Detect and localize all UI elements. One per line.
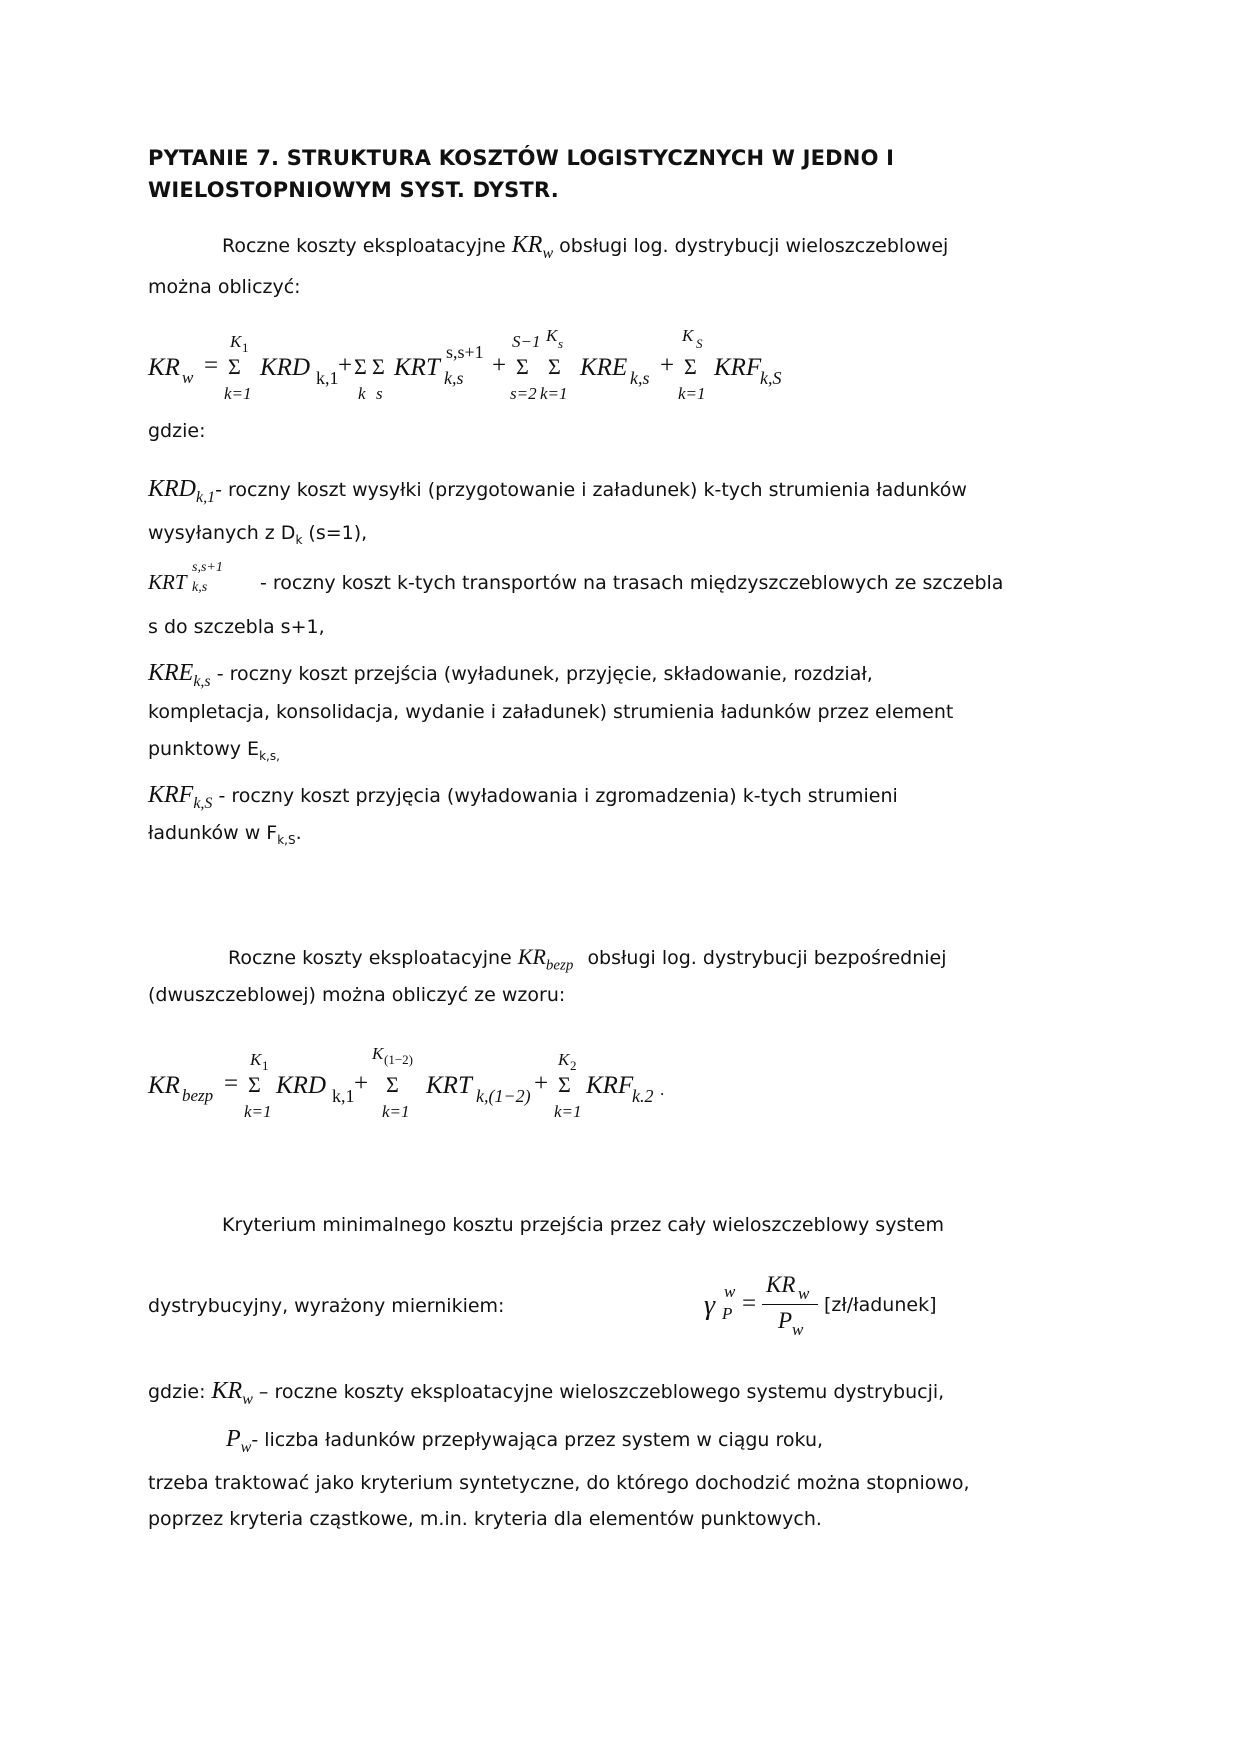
page-title-line-2: WIELOSTOPNIOWYM SYST. DYSTR. <box>148 178 559 202</box>
criterion-line-1: Kryterium minimalnego kosztu przejścia przez cały wieloszczeblowy system <box>222 1214 944 1236</box>
formula-krw: KR w = K 1 Σ k=1 KRD k,1 + Σ Σ k s KRT s,s+1 k,s + S−1 K s Σ Σ s=2 k=1 KRE k,s + K S Σ k=1 KRF k,S <box>148 326 782 403</box>
paragraph-1-line-2: można obliczyć: <box>148 276 301 298</box>
definition-krf: $KRF_{k,S}$ - roczny koszt przyjęcia (wyładowania i zgromadzenia) k-tych strumieni <box>148 782 898 812</box>
paragraph-1-line-1 <box>222 232 948 263</box>
definition-krt: KRT s,s+1 k,s - roczny koszt k-tych transportów na trasach międzyszczeblowych ze szczebla <box>148 560 1004 595</box>
symbol-krw-2: $KR_w$ <box>211 1378 253 1408</box>
definition-kre-line-3: punktowy $E_{k,s,}$ <box>148 738 280 763</box>
paragraph-2-line-1: Roczne koszty eksploatacyjne $KR_{bezp}$ obsługi log. dystrybucji bezpośredniej <box>228 944 947 974</box>
symbol-krbezp: $KR_{bezp}$ <box>517 944 574 974</box>
symbol-krt: KRT s,s+1 k,s <box>148 560 223 595</box>
paragraph-1-text-end: obsługi log. dystrybucji wieloszczeblowej <box>559 235 949 257</box>
pw-definition: $P_w-$ liczba ładunków przepływająca przez system w ciągu roku, <box>226 1426 824 1456</box>
gdzie-label: gdzie: <box>148 420 206 442</box>
fraction-line <box>762 1304 818 1305</box>
definition-krt-line-2: s do szczebla s+1, <box>148 616 325 638</box>
definition-krf-line-2: ładunków w $F_{k,S}$. <box>148 822 302 847</box>
final-line-2: poprzez kryteria cząstkowe, m.in. kryteria dla elementów punktowych. <box>148 1508 822 1530</box>
definition-kre: $KRE_{k,s}$ - roczny koszt przejścia (wyładunek, przyjęcie, składowanie, rozdział, <box>148 660 873 690</box>
symbol-pw: $P_w$ <box>226 1426 252 1456</box>
formula-gamma: γ w P = KR w P w [zł/ładunek] <box>704 1272 937 1339</box>
final-line-1: trzeba traktować jako kryterium syntetyczne, do którego dochodzić można stopniowo, <box>148 1472 970 1494</box>
definition-krd-line-2: wysyłanych z $D_k$ (s=1), <box>148 522 368 547</box>
symbol-kre: $KRE_{k,s}$ <box>148 660 211 690</box>
definition-krd: $KRD_{k,1}-$ roczny koszt wysyłki (przygotowanie i załadunek) k-tych strumienia ładunków <box>148 476 967 506</box>
symbol-krf: $KRF_{k,S}$ <box>148 782 213 812</box>
gdzie-krw-definition: gdzie: $KR_w$ – roczne koszty eksploatacyjne wieloszczeblowego systemu dystrybucji, <box>148 1378 945 1408</box>
criterion-line-2: dystrybucyjny, wyrażony miernikiem: <box>148 1295 505 1317</box>
symbol-krd: $KRD_{k,1}$ <box>148 476 216 506</box>
formula-krbezp: KR bezp = K 1 Σ k=1 KRD k,1 + K (1−2) Σ k=1 KRT k,(1−2) + K 2 Σ k=1 KRF k.2 . <box>148 1044 665 1121</box>
definition-kre-line-2: kompletacja, konsolidacja, wydanie i załadunek) strumienia ładunków przez element <box>148 701 954 723</box>
page-title-line-1: PYTANIE 7. STRUKTURA KOSZTÓW LOGISTYCZNYCH W JEDNO I <box>148 146 895 170</box>
paragraph-2-line-2: (dwuszczeblowej) można obliczyć ze wzoru: <box>148 984 566 1006</box>
symbol-krw: $KR_w$ <box>511 232 554 262</box>
paragraph-1-text: Roczne koszty eksploatacyjne <box>222 235 506 257</box>
